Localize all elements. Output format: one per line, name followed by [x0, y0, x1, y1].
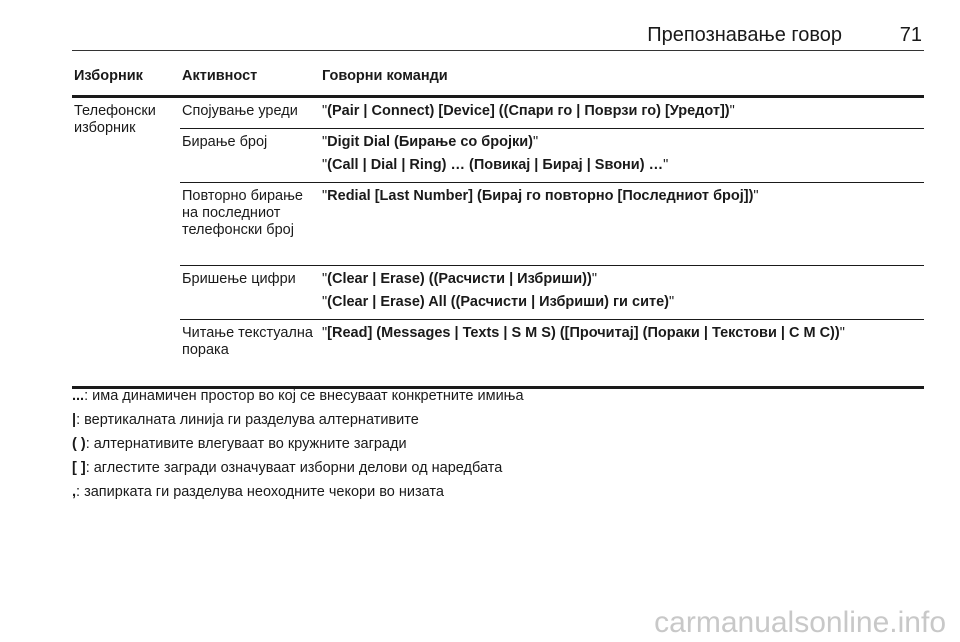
row-activity: Читање текстуална порака	[182, 325, 313, 358]
watermark: carmanualsonline.info	[654, 606, 946, 639]
section-title: Препознавање говор	[647, 24, 842, 46]
command-text: (Pair | Connect) [Device] ((Спари го | Поврзи го) [Уредот])	[327, 103, 730, 119]
row-activity: Повторно бирање на последниот телефонски број	[182, 188, 303, 238]
table-row	[180, 129, 924, 183]
legend-symbol: |	[72, 412, 77, 428]
table-row	[180, 98, 924, 129]
legend-symbol: ( )	[72, 436, 86, 452]
legend-item	[72, 412, 924, 429]
table-row	[180, 266, 924, 320]
legend-item	[72, 388, 924, 405]
table-group-phone-menu	[72, 98, 924, 386]
group-label: Телефонски изборник	[74, 103, 156, 136]
legend-symbol: [ ]	[72, 460, 86, 476]
legend-symbol: ,	[72, 484, 77, 500]
column-header-commands: Говорни команди	[322, 68, 448, 84]
voice-commands-table	[72, 68, 924, 389]
legend-text: : вертикалната линија ги разделува алтернативите	[76, 412, 419, 428]
column-header-menu: Изборник	[74, 68, 143, 84]
command-text: (Clear | Erase) ((Расчисти | Избриши))	[327, 271, 592, 287]
legend-text: : запирката ги разделува неоходните чекори во низата	[76, 484, 444, 500]
table-row	[180, 183, 924, 266]
row-commands: "Digit Dial (Бирање со бројки)" "(Call | Dial | Ring) … (Повикај | Бирај | Ѕвони) …"	[322, 134, 669, 173]
command-text: Digit Dial (Бирање со бројки)	[327, 134, 533, 150]
row-commands: "[Read] (Messages | Texts | S M S) ([Прочитај] (Пораки | Текстови | С М С))"	[322, 325, 845, 341]
command-text: Redial [Last Number] (Бирај го повторно [Последниот број])	[327, 188, 754, 204]
legend-symbol: ...	[72, 388, 85, 404]
command-text: [Read] (Messages | Texts | S M S) ([Прочитај] (Пораки | Текстови | С М С))	[327, 325, 840, 341]
row-commands: "Redial [Last Number] (Бирај го повторно [Последниот број])"	[322, 188, 759, 204]
legend-item	[72, 484, 924, 501]
legend-text: : има динамичен простор во кој се внесуваат конкретните имиња	[84, 388, 524, 404]
row-commands: "(Pair | Connect) [Device] ((Спари го | Поврзи го) [Уредот])"	[322, 103, 735, 119]
page-number: 71	[899, 24, 922, 46]
column-header-activity: Активност	[182, 68, 258, 84]
legend-item	[72, 436, 924, 453]
legend-text: : алтернативите влегуваат во кружните загради	[85, 436, 407, 452]
legend-item	[72, 460, 924, 477]
command-text: (Clear | Erase) All ((Расчисти | Избриши) ги сите)	[327, 294, 669, 310]
legend	[72, 388, 924, 508]
legend-text: : аглестите загради означуваат изборни делови од наредбата	[85, 460, 503, 476]
row-activity: Бирање број	[182, 134, 268, 150]
table-row	[180, 320, 924, 386]
row-activity: Спојување уреди	[182, 103, 298, 119]
page-header	[72, 20, 924, 51]
row-commands: "(Clear | Erase) ((Расчисти | Избриши))" "(Clear | Erase) All ((Расчисти | Избриши) ги сите)"	[322, 271, 675, 310]
row-activity: Бришење цифри	[182, 271, 296, 287]
table-header	[72, 68, 924, 98]
command-text: (Call | Dial | Ring) … (Повикај | Бирај | Ѕвони) …	[327, 157, 664, 173]
